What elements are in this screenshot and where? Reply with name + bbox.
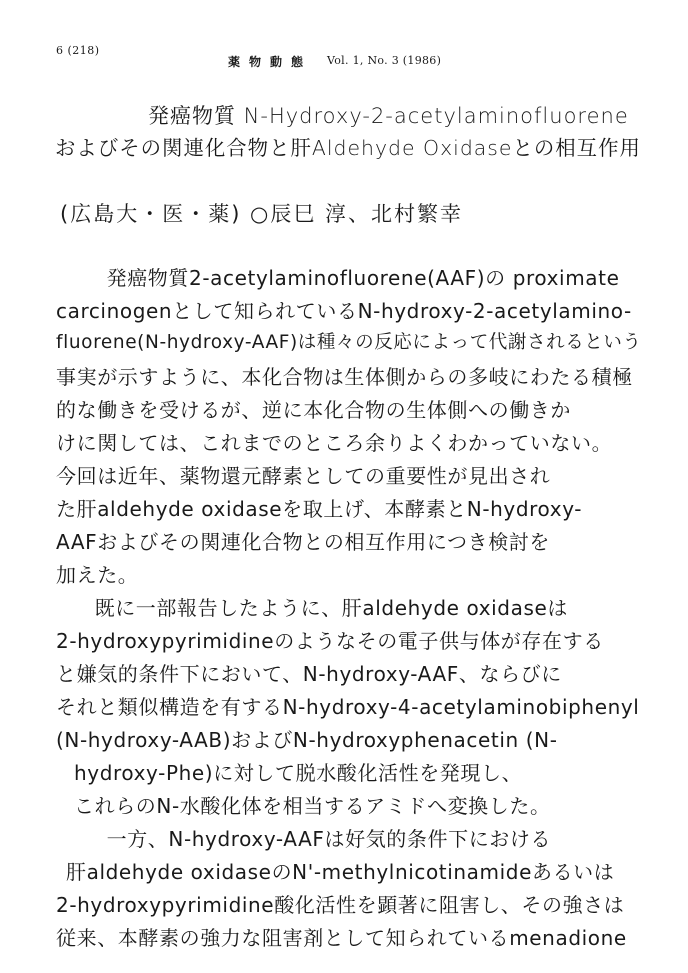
body-line-12: 2-hydroxypyrimidineのようなその電子供与体が存在する	[56, 629, 604, 653]
body-line-10: 加えた。	[56, 563, 139, 587]
body-line-16: hydroxy-Phe)に対して脱水酸化活性を発現し、	[74, 761, 523, 785]
body-line-21: 従来、本酵素の強力な阻害剤として知られているmenadione	[56, 926, 627, 950]
body-line-4: 事実が示すように、本化合物は生体側からの多岐にわたる積極	[56, 365, 633, 389]
body-line-6: けに関しては、これまでのところ余りよくわかっていない。	[56, 431, 613, 455]
body-line-2: carcinogenとして知られているN-hydroxy-2-acetylamino-	[56, 299, 632, 323]
page-number: 6 (218)	[56, 44, 100, 57]
body-line-5: 的な働きを受けるが、逆に本化合物の生体側への働きか	[56, 398, 571, 422]
body-line-18: 一方、N-hydroxy-AAFは好気的条件下における	[86, 827, 552, 851]
authors-affiliation: (広島大・医・薬) ○辰巳 淳、北村繁幸	[60, 202, 464, 226]
body-line-8: た肝aldehyde oxidaseを取上げ、本酵素とN-hydroxy-	[56, 497, 583, 521]
body-line-11: 既に一部報告したように、肝aldehyde oxidaseは	[74, 596, 568, 620]
journal-name: 薬物動態	[228, 55, 313, 69]
body-line-9: AAFおよびその関連化合物との相互作用につき検討を	[56, 530, 551, 554]
body-line-1: 発癌物質2-acetylaminofluorene(AAF)の proximate	[86, 266, 620, 290]
body-line-3: fluorene(N-hydroxy-AAF)は種々の反応によって代謝されるという	[56, 332, 642, 353]
body-line-13: と嫌気的条件下において、N-hydroxy-AAF、ならびに	[56, 662, 562, 686]
body-line-14: それと類似構造を有するN-hydroxy-4-acetylaminobiphenyl	[56, 695, 640, 719]
body-line-15: (N-hydroxy-AAB)およびN-hydroxyphenacetin (N-	[56, 728, 558, 752]
journal-volume: Vol. 1, No. 3 (1986)	[327, 54, 442, 67]
body-line-20: 2-hydroxypyrimidine酸化活性を顕著に阻害し、その強さは	[56, 893, 625, 917]
body-line-17: これらのN-水酸化体を相当するアミドへ変換した。	[74, 794, 551, 818]
title-line-1: 発癌物質 N-Hydroxy-2-acetylaminofluorene	[148, 104, 629, 128]
body-line-7: 今回は近年、薬物還元酵素としての重要性が見出され	[56, 464, 551, 488]
title-line-2: およびその関連化合物と肝Aldehyde Oxidaseとの相互作用	[55, 136, 641, 160]
body-line-19: 肝aldehyde oxidaseのN'-methylnicotinamideあるいは	[66, 860, 615, 884]
